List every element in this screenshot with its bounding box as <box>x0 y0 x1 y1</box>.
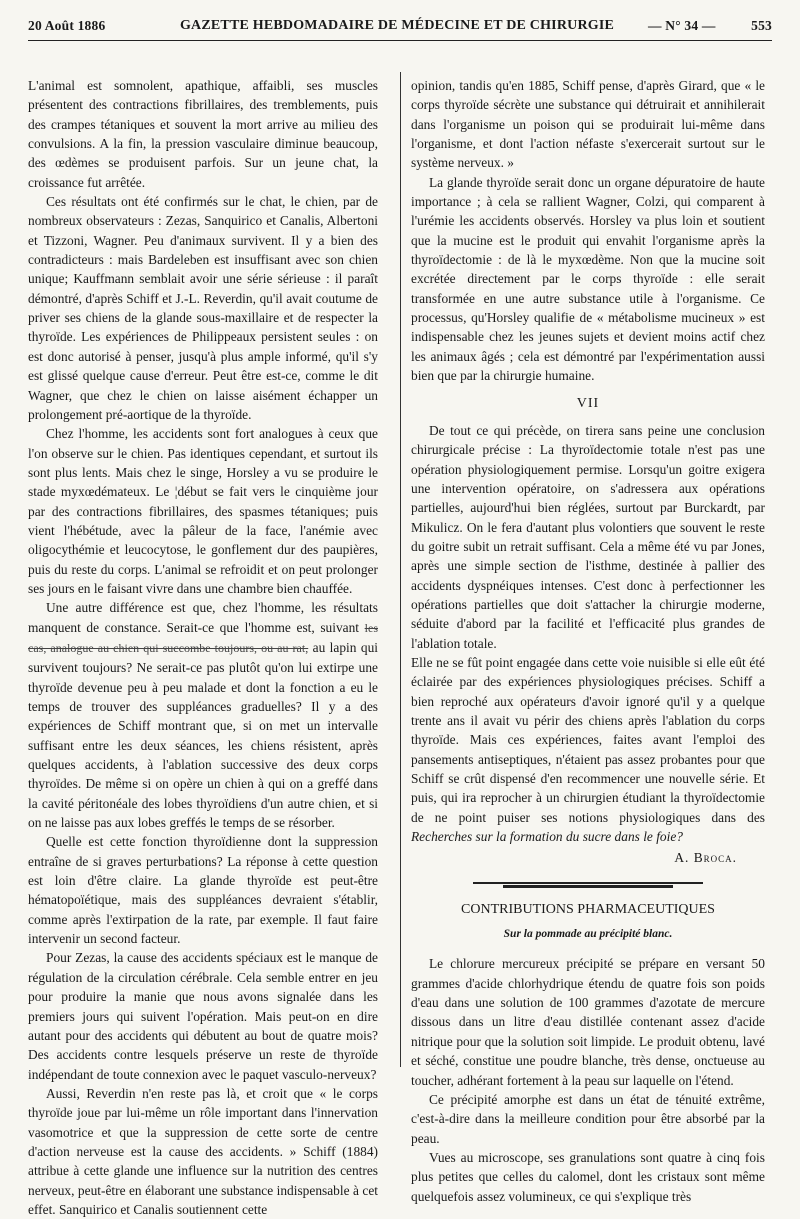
column-divider <box>400 72 401 1067</box>
paragraph-text: Elle ne se fût point engagée dans cette voie nuisible si elle eût été éclairée par des expériences physiologiques précises. Schiff a bien reproché aux opérateurs d'avoir ignoré qu'il y a quelque trente ans il avait vu périr des chiens après l'ablation du corps thyroïde. Mais ces expériences, faites avant l'emploi des pansements antiseptiques, n'étaient pas assez probantes pour que Schiff se crût dispensé d'en recommencer une nouvelle série. Et puis, qui ira reprocher à un chirurgien étudiant la thyroïdectomie de ne point puiser ses notions physiologiques dans des <box>411 654 765 825</box>
paragraph: Ces résultats ont été confirmés sur le chat, le chien, par de nombreux observateurs : Zezas, Sanquirico et Canalis, Albertoni et Tizzoni, Wagner. Peu d'animaux survivent. Il y a bien des contradicteurs : mais Bardeleben est insuffisant avec son chien unique; Kauffmann semblait avoir une série sérieuse : il paraît démontré, d'après Schiff et J.-L. Reverdin, qu'il avait coutume de priver ses chiens de la glande sous-maxillaire et de respecter la thyroïde. Les expériences de Philippeaux persistent seules : on est donc autorisé à penser, jusqu'à plus ample informé, qu'il s'y est glissé quelque cause d'erreur. Peut être est-ce, comme le dit Wagner, que chez le chien on laisse aisément échapper un prolongement pré-aortique de la thyroïde. <box>28 194 378 422</box>
paragraph: Chez l'homme, les accidents sont fort analogues à ceux que l'on observe sur le chien. Pas identiques cependant, et surtout ils sont plus lents. Mais chez le singe, Horsley a vu se produire le stade myxœdémateux. Le ¦début se fait vers le cinquième jour par des contractions fibrillaires, des spasmes tétaniques; puis vient l'hébétude, avec la pâleur de la face, l'anémie avec oligocythémie et leucocytose, le gonflement dur des paupières, puis du reste du corps. L'animal se refroidit et on peut prolonger ses jours en le faisant vivre dans une chambre bien chauffée. <box>28 426 378 596</box>
paragraph: Vues au microscope, ses granulations sont quatre à cinq fois plus petites que celles du calomel, dont les cristaux sont même quelquefois assez volumineux, ce qui s'explique très <box>411 1149 765 1204</box>
paragraph: Pour Zezas, la cause des accidents spéciaux est le manque de régulation de la circulation cérébrale. Cela semble entrer en jeu pour produire la manie que nous avons signalée dans les premiers jours qui suivent l'opération. Mais peut-on en dire autant pour des accidents qui débutent au bout de quatre mois? Des accidents contre lesquels préserve un reste de thyroïde indépendant de toute connexion avec le paquet vasculo-nerveux? <box>28 950 378 1082</box>
paragraph: L'animal est somnolent, apathique, affaibli, ses muscles présentent des contractions fibrillaires, des tremblements, puis des crampes tétaniques et souvent la mort arrive au milieu des convulsions. A la fin, la pression vasculaire diminue beaucoup, des œdèmes se produisent parfois. Sur un jeune chat, la croissance fut arrêtée. <box>28 78 378 190</box>
paragraph: De tout ce qui précède, on tirera sans peine une conclusion chirurgicale précise : La thyroïdectomie totale n'est pas une opération physiologiquement permise. Lorsqu'un goitre exigera une intervention opératoire, on s'adressera aux opérations partielles, aujourd'hui bien réglées, surtout par Burckardt, par Mikulicz. On le fera d'autant plus volontiers que souvent le reste du goitre subit un retrait suffisant. Cela a même été vu par Jones, après une simple section de l'isthme, destinée à pallier des accidents dyspnéiques intenses. C'est donc à perfectionner les opérations partielles que doit s'attacher la chirurgie moderne, séduite d'abord par la facilité et l'efficacité plus grandes de l'ablation totale. <box>411 422 765 651</box>
paragraph: Quelle est cette fonction thyroïdienne dont la suppression entraîne de si graves perturbations? La réponse à cette question est loin d'être claire. La glande thyroïde est peut-être hématopoïétique, mais des suppléances devraient s'établir, comme après l'extirpation de la rate, par exemple. Il faut faire intervenir un second facteur. <box>28 834 378 947</box>
paragraph: Le chlorure mercureux précipité se prépare en versant 50 grammes d'acide chlorhydrique étendu de quatre fois son poids d'eau dans une solution de 100 grammes d'azotate de mercure dissous dans un litre d'eau distillée contenant assez d'acide nitrique pour que la solution soit limpide. Le produit obtenu, lavé et séché, constitue une poudre blanche, très dense, onctueuse au toucher, adhérant fortement à la peau sur laquelle on l'étend. <box>411 956 765 1088</box>
section-numeral: VII <box>576 395 600 411</box>
journal-title: GAZETTE HEBDOMADAIRE DE MÉDECINE ET DE CHIRURGIE <box>179 18 615 33</box>
header-rule <box>28 40 772 41</box>
paragraph: Ce précipité amorphe est dans un état de ténuité extrême, c'est-à-dire dans la meilleure condition pour être absorbé par la peau. <box>411 1091 765 1146</box>
italic-reference: Recherches sur la formation du sucre dans le foie? <box>411 829 683 845</box>
section-subtitle: Sur la pommade au précipité blanc. <box>503 928 673 941</box>
issue-number: — N° 34 — <box>648 18 716 33</box>
paragraph-text: au lapin qui survivent toujours? Ne serait-ce pas plutôt qu'on lui extirpe une thyroïde devenue peu à peu malade et dont la fonction a eu le temps de trouver des suppléances graduelles? Il y a des expériences de Schiff montrant que, si on met un intervalle suffisant entre les deux séances, les chiens résistent, après quelques accidents, à l'ablation successive des deux corps thyroïdes. De même si on opère un chien à qui on a greffé dans la cavité péritonéale des lobes thyroïdiens d'un autre chien, et si on ne laisse pas aux lobes greffés le temps de se résorber. <box>28 639 378 831</box>
paragraph: opinion, tandis qu'en 1885, Schiff pense, d'après Girard, que « le corps thyroïde sécrète une substance qui détruirait et annihilerait dans l'organisme un poison qui se produirait lui-même dans l'organisme, et dont l'action néfaste s'exercerait surtout sur le système nerveux. » <box>411 78 765 171</box>
paragraph-text: Une autre différence est que, chez l'homme, les résultats manquent de constance. Serait-ce que l'homme est, suivant <box>28 600 378 635</box>
header-date: 20 Août 1886 <box>28 18 106 33</box>
page-header <box>28 14 772 40</box>
right-column <box>411 76 765 1206</box>
author-signature: A. Broca. <box>674 850 737 866</box>
paragraph <box>411 653 765 846</box>
struck-text: les cas, analogue au chien qui succombe toujours, ou au rat, <box>28 620 378 655</box>
page-number: 553 <box>751 18 772 33</box>
paragraph: La glande thyroïde serait donc un organe dépuratoire de haute importance ; à cela se rallient Wagner, Colzi, qui comparent à l'urémie les accidents observés. Horsley va plus loin et soutient que la mucine est le produit qui envahit l'organisme après la thyroïdectomie : de là le myxœdème. Non que la mucine soit excrétée directement par le corps thyroïde : elle serait transformée en une autre substance utile à l'organisme. Ce processus, qu'Horsley qualifie de « métabolisme mucineux » est indispensable chez les jeunes sujets et devient moins actif chez les animaux âgés ; cela est démontré par l'expérimentation aussi bien que par la chirurgie humaine. <box>411 174 765 384</box>
ornamental-divider <box>473 882 703 886</box>
paragraph <box>28 598 378 832</box>
paragraph: Aussi, Reverdin n'en reste pas là, et croit que « le corps thyroïde joue par lui-même un rôle important dans l'innervation vasomotrice et que la suppression de cette sorte de centre d'action nerveuse est la cause des accidents. » Schiff (1884) attribue à cette glande une influence sur la nutrition des centres nerveux, peut-être en élaborant une substance indispensable à cet effet. Sanquirico et Canalis soutiennent cette <box>28 1085 378 1217</box>
left-column <box>28 76 378 1219</box>
section-title: CONTRIBUTIONS PHARMACEUTIQUES <box>461 901 715 917</box>
